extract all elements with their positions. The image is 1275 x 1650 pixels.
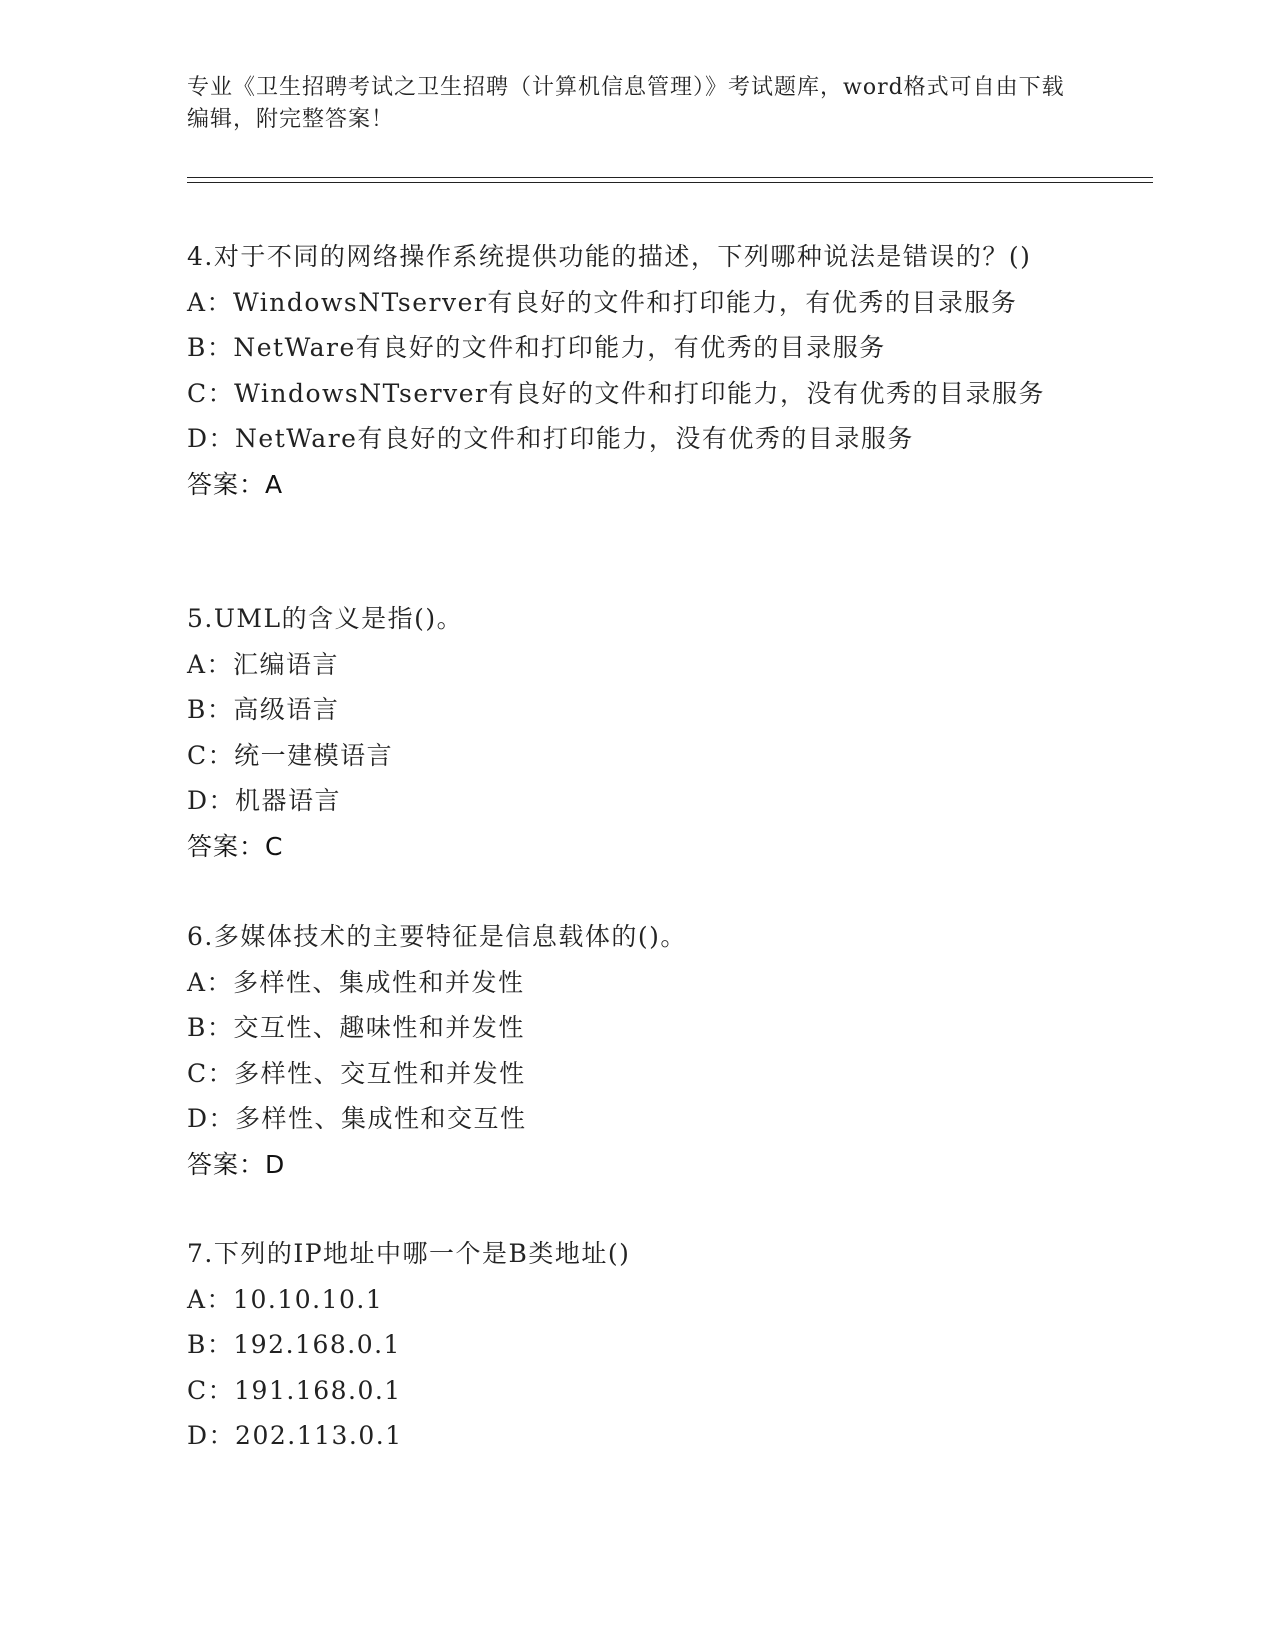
option-b: B：NetWare有良好的文件和打印能力，有优秀的目录服务 [187,333,886,362]
option-d: D：202.113.0.1 [187,1421,403,1450]
answer-label: 答案：C [187,831,284,861]
header-divider-top [187,177,1153,178]
option-d: D：机器语言 [187,786,342,815]
option-d: D：多样性、集成性和交互性 [187,1104,527,1133]
question-7 [187,1231,1087,1459]
option-a: A：多样性、集成性和并发性 [187,967,525,997]
option-b: B：交互性、趣味性和并发性 [187,1013,525,1042]
question-stem: 4.对于不同的网络操作系统提供功能的描述，下列哪种说法是错误的？() [187,242,1032,271]
question-stem: 6.多媒体技术的主要特征是信息载体的()。 [187,922,687,951]
option-b: B：高级语言 [187,695,340,724]
question-5 [187,596,1087,869]
header-divider-bottom [187,182,1153,183]
option-c: C：WindowsNTserver有良好的文件和打印能力，没有优秀的目录服务 [187,378,1045,408]
question-stem: 5.UML的含义是指()。 [187,604,464,633]
option-c: C：统一建模语言 [187,740,394,770]
option-a: A：汇编语言 [187,649,340,679]
question-stem: 7.下列的IP地址中哪一个是B类地址() [187,1239,631,1268]
option-c: C：多样性、交互性和并发性 [187,1058,526,1088]
option-c: C：191.168.0.1 [187,1375,402,1405]
answer-label: 答案：D [187,1149,286,1179]
answer-label: 答案：A [187,469,284,499]
option-b: B：192.168.0.1 [187,1330,401,1359]
question-4 [187,234,1087,507]
document-header: 专业《卫生招聘考试之卫生招聘（计算机信息管理）》考试题库，word格式可自由下载编辑，附完整答案！ [187,75,1065,132]
option-a: A：10.10.10.1 [187,1284,384,1314]
question-6 [187,914,1087,1187]
option-a: A：WindowsNTserver有良好的文件和打印能力，有优秀的目录服务 [187,287,1018,317]
option-d: D：NetWare有良好的文件和打印能力，没有优秀的目录服务 [187,424,914,453]
